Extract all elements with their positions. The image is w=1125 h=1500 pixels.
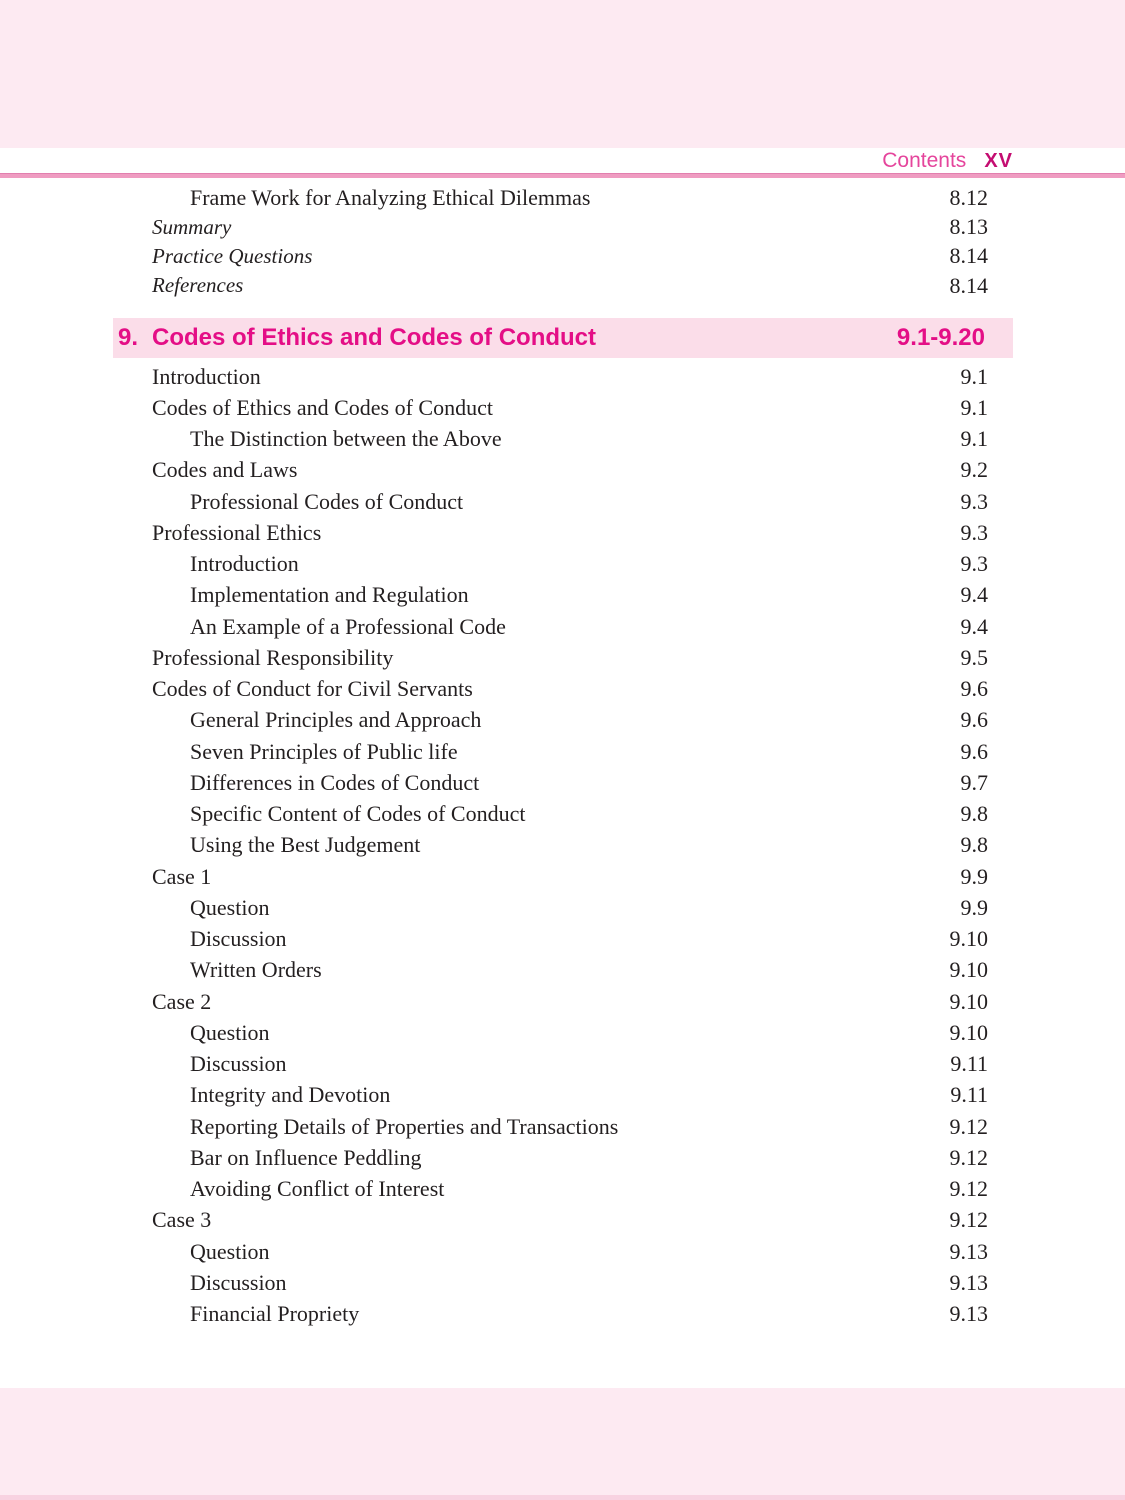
toc-entry-label: Case 3: [152, 1207, 212, 1233]
toc-entry-page: 9.3: [960, 488, 988, 514]
toc-entry: [0, 1111, 1125, 1142]
toc-entry-page: 9.13: [949, 1269, 988, 1295]
toc-entry: [0, 1267, 1125, 1298]
toc-entry-page: 9.1: [960, 363, 988, 389]
toc-entry-page: 8.12: [949, 184, 988, 210]
toc-entry: [0, 892, 1125, 923]
toc-entry-page: 9.5: [960, 644, 988, 670]
toc-entry: [0, 674, 1125, 705]
toc-entry-label: An Example of a Professional Code: [190, 613, 506, 639]
toc-entry-page: 9.12: [949, 1176, 988, 1202]
toc-entry-label: Professional Ethics: [152, 519, 322, 545]
toc-entry-label: Practice Questions: [152, 243, 313, 268]
toc-entry: [0, 861, 1125, 892]
toc-entry-label: Reporting Details of Properties and Transactions: [190, 1113, 619, 1139]
toc-entry-page: 9.10: [949, 988, 988, 1014]
toc-entry-page: 9.9: [960, 863, 988, 889]
toc-entry: [0, 642, 1125, 673]
toc-previous-chapter-entries: [0, 183, 1125, 301]
toc-entry-label: General Principles and Approach: [190, 707, 482, 733]
toc-entry-page: 9.8: [960, 801, 988, 827]
toc-entry: [0, 361, 1125, 392]
toc-entry: [0, 212, 1125, 241]
bottom-margin-band: [0, 1388, 1125, 1500]
toc-entry: [0, 799, 1125, 830]
toc-entry-page: 9.12: [949, 1113, 988, 1139]
toc-entry-page: 9.6: [960, 738, 988, 764]
toc-entry-page: 9.4: [960, 582, 988, 608]
toc-entry: [0, 1236, 1125, 1267]
toc-entry-page: 9.10: [949, 926, 988, 952]
chapter-number: 9.: [118, 324, 139, 351]
header-rule: [0, 173, 1125, 178]
toc-entry: [0, 1017, 1125, 1048]
toc-entry-page: 9.7: [960, 769, 988, 795]
toc-entry-label: Seven Principles of Public life: [190, 738, 458, 764]
toc-entry: [0, 1174, 1125, 1205]
page-number-roman: XV: [984, 149, 1013, 172]
toc-entry-label: Professional Codes of Conduct: [190, 488, 464, 514]
toc-entry-page: 9.11: [950, 1082, 988, 1108]
toc-entry: [0, 1142, 1125, 1173]
toc-entry-page: 9.11: [950, 1051, 988, 1077]
toc-entry-label: The Distinction between the Above: [190, 426, 502, 452]
toc-entry-label: Question: [190, 1019, 270, 1045]
toc-entry-page: 9.13: [949, 1238, 988, 1264]
toc-entry-label: Codes and Laws: [152, 457, 298, 483]
toc-entry-label: Discussion: [190, 1269, 287, 1295]
toc-entry-label: Codes of Conduct for Civil Servants: [152, 676, 473, 702]
toc-entry: [0, 705, 1125, 736]
toc-entry-page: 9.4: [960, 613, 988, 639]
toc-entry-label: Codes of Ethics and Codes of Conduct: [152, 394, 493, 420]
toc-entry-page: 9.6: [960, 707, 988, 733]
toc-entry-label: Case 2: [152, 988, 212, 1014]
toc-entry-page: 8.14: [949, 272, 988, 298]
toc-entry-label: Frame Work for Analyzing Ethical Dilemmas: [190, 184, 591, 210]
toc-entry: [0, 767, 1125, 798]
toc-entry-label: Implementation and Regulation: [190, 582, 469, 608]
toc-chapter-entries: [0, 361, 1125, 1330]
toc-entry: [0, 486, 1125, 517]
toc-entry-label: Professional Responsibility: [152, 644, 394, 670]
running-head-contents: Contents: [882, 149, 967, 172]
toc-entry-page: 9.8: [960, 832, 988, 858]
toc-entry: [0, 549, 1125, 580]
toc-entry-label: Avoiding Conflict of Interest: [190, 1176, 445, 1202]
toc-entry-label: Written Orders: [190, 957, 322, 983]
toc-entry-label: Integrity and Devotion: [190, 1082, 391, 1108]
toc-entry-page: 9.6: [960, 676, 988, 702]
toc-entry-page: 9.1: [960, 426, 988, 452]
toc-entry-page: 8.13: [949, 214, 988, 240]
toc-entry: [0, 517, 1125, 548]
toc-entry-label: Financial Propriety: [190, 1301, 360, 1327]
top-margin-band: [0, 0, 1125, 148]
toc-entry-page: 9.9: [960, 894, 988, 920]
toc-entry: [0, 924, 1125, 955]
toc-entry: [0, 986, 1125, 1017]
toc-entry: [0, 1049, 1125, 1080]
toc-entry-page: 9.3: [960, 519, 988, 545]
toc-entry: [0, 455, 1125, 486]
toc-entry-label: Specific Content of Codes of Conduct: [190, 801, 526, 827]
toc-entry: [0, 580, 1125, 611]
toc-entry: [0, 736, 1125, 767]
page-header: [882, 148, 1013, 174]
toc-entry-label: Bar on Influence Peddling: [190, 1144, 422, 1170]
chapter-heading-banner: [113, 318, 1013, 358]
toc-entry-page: 9.10: [949, 957, 988, 983]
bottom-edge-strip: [0, 1495, 1125, 1500]
toc-entry-label: Using the Best Judgement: [190, 832, 421, 858]
chapter-title: Codes of Ethics and Codes of Conduct: [152, 324, 597, 351]
toc-entry-page: 9.12: [949, 1144, 988, 1170]
toc-entry-page: 9.10: [949, 1019, 988, 1045]
toc-entry-label: Differences in Codes of Conduct: [190, 769, 480, 795]
toc-entry-label: Case 1: [152, 863, 212, 889]
toc-entry-page: 9.12: [949, 1207, 988, 1233]
toc-entry: [0, 271, 1125, 300]
toc-entry-label: References: [152, 273, 244, 298]
toc-entry: [0, 830, 1125, 861]
toc-entry: [0, 1205, 1125, 1236]
toc-entry: [0, 392, 1125, 423]
chapter-page-range: 9.1-9.20: [896, 324, 985, 351]
toc-entry-label: Question: [190, 1238, 270, 1264]
toc-entry: [0, 611, 1125, 642]
toc-entry-page: 9.13: [949, 1301, 988, 1327]
toc-entry-label: Discussion: [190, 1051, 287, 1077]
toc-entry: [0, 424, 1125, 455]
toc-entry-page: 9.2: [960, 457, 988, 483]
toc-entry-label: Discussion: [190, 926, 287, 952]
toc-entry-page: 8.14: [949, 243, 988, 269]
toc-entry: [0, 242, 1125, 271]
toc-entry-label: Introduction: [190, 551, 299, 577]
toc-entry-label: Question: [190, 894, 270, 920]
toc-entry: [0, 1080, 1125, 1111]
toc-entry: [0, 183, 1125, 212]
toc-entry-label: Introduction: [152, 363, 261, 389]
toc-entry-page: 9.1: [960, 394, 988, 420]
toc-entry-page: 9.3: [960, 551, 988, 577]
toc-entry: [0, 955, 1125, 986]
toc-entry: [0, 1299, 1125, 1330]
toc-entry-label: Summary: [152, 214, 232, 239]
